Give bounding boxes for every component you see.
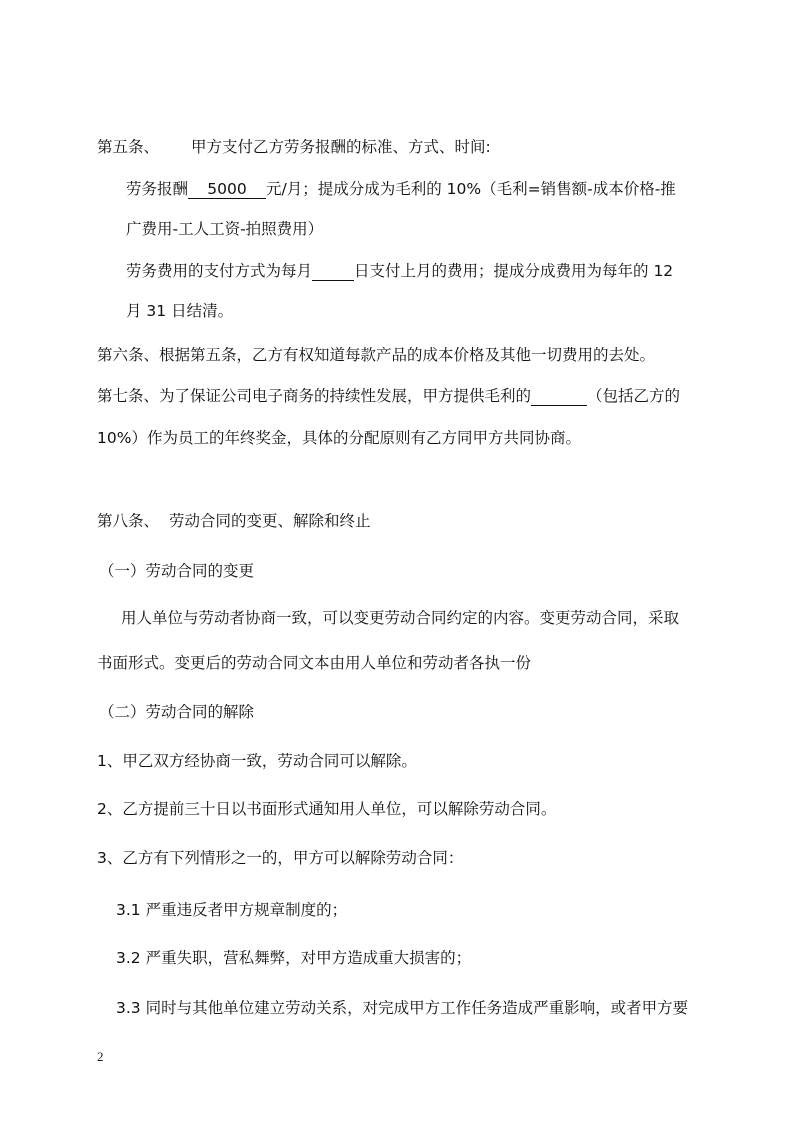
article6-text: 第六条、根据第五条，乙方有权知道每款产品的成本价格及其他一切费用的去处。 <box>97 346 656 364</box>
page-number: 2 <box>97 1049 104 1064</box>
article7-line2: 10%）作为员工的年终奖金，具体的分配原则有乙方同甲方共同协商。 <box>97 429 581 447</box>
article5-heading-line <box>97 136 491 158</box>
payment-day-blank <box>312 262 354 281</box>
article8-heading-line <box>97 510 371 532</box>
bonus-percent-blank <box>531 387 587 406</box>
article7-line1: 第七条、为了保证公司电子商务的持续性发展，甲方提供毛利的 （包括乙方的 <box>97 387 681 405</box>
article8-para1-line2: 书面形式。变更后的劳动合同文本由用人单位和劳动者各执一份 <box>97 654 532 672</box>
article8-sub2: （二）劳动合同的解除 <box>99 703 255 721</box>
article8-item3-3: 3.3 同时与其他单位建立劳动关系，对完成甲方工作任务造成严重影响，或者甲方要 <box>116 999 689 1017</box>
article8-item3-2: 3.2 严重失职，营私舞弊，对甲方造成重大损害的； <box>116 949 472 967</box>
article5-line1: 劳务报酬 5000 元/月；提成分成为毛利的 10%（毛利=销售额-成本价格-推 <box>126 180 676 198</box>
article8-item3: 3、乙方有下列情形之一的，甲方可以解除劳动合同： <box>97 849 464 867</box>
salary-amount-blank: 5000 <box>188 180 266 199</box>
article5-line3: 劳务费用的支付方式为每月 日支付上月的费用；提成分成费用为每年的 12 <box>126 262 674 280</box>
article5-heading-text: 甲方支付乙方劳务报酬的标准、方式、时间: <box>191 138 491 156</box>
article5-heading: 第五条、 <box>97 138 160 156</box>
article8-item3-1: 3.1 严重违反者甲方规章制度的； <box>116 901 348 919</box>
article8-para1-line1: 用人单位与劳动者协商一致，可以变更劳动合同约定的内容。变更劳动合同，采取 <box>121 609 680 627</box>
article8-item2: 2、乙方提前三十日以书面形式通知用人单位，可以解除劳动合同。 <box>97 800 557 818</box>
article5-line2: 广费用-工人工资-拍照费用） <box>126 220 324 238</box>
article8-heading-text: 劳动合同的变更、解除和终止 <box>169 512 371 530</box>
article5-line4: 月 31 日结清。 <box>126 302 234 320</box>
article8-heading: 第八条、 <box>97 512 160 530</box>
article8-sub1: （一）劳动合同的变更 <box>99 562 255 580</box>
article8-item1: 1、甲乙双方经协商一致，劳动合同可以解除。 <box>97 752 417 770</box>
